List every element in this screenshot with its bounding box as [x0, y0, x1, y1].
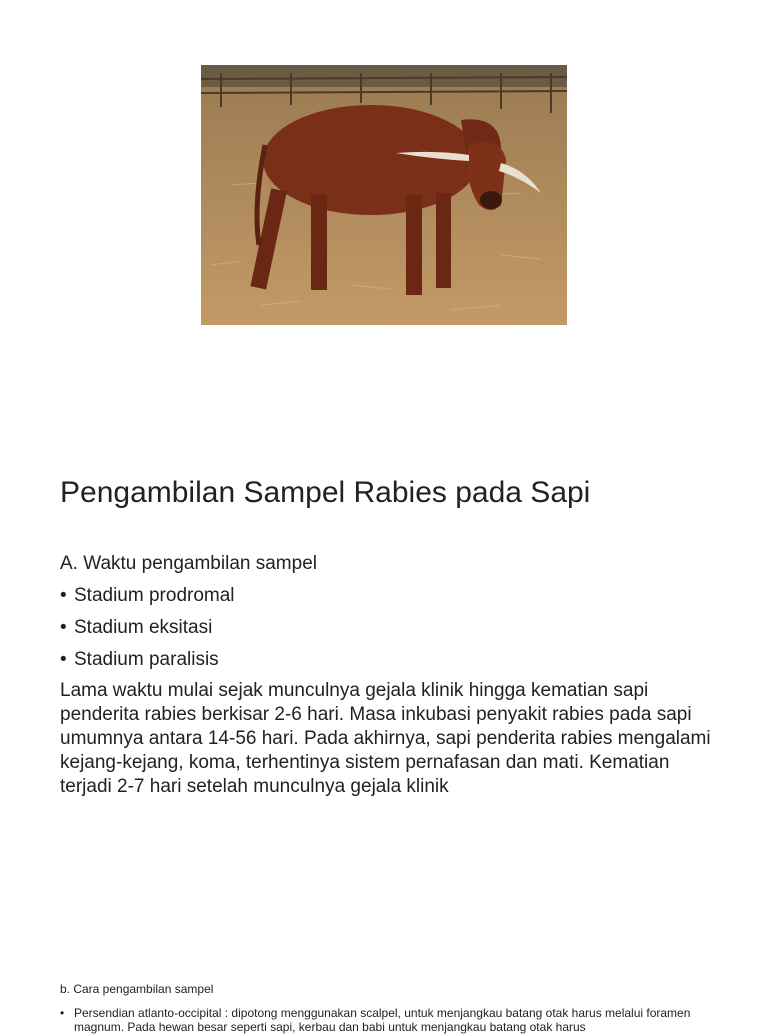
method-list — [60, 1006, 720, 1034]
body-paragraph: Lama waktu mulai sejak munculnya gejala klinik hingga kematian sapi penderita rabies berkisar 2-6 hari. Masa inkubasi penyakit rabies pada sapi umumnya antara 14-56 hari. Pada akhirnya, sapi penderita rabies mengalami kejang-kejang, koma, terhentinya sistem pernafasan dan mati. Kematian terjadi 2-7 hari setelah munculnya gejala klinik — [60, 680, 711, 797]
slide-title: Pengambilan Sampel Rabies pada Sapi — [60, 476, 591, 509]
section-a — [60, 548, 720, 676]
section-b — [60, 982, 720, 1034]
list-item-text: Stadium eksitasi — [74, 617, 213, 638]
list-item — [60, 580, 720, 612]
bullet-icon: • — [60, 617, 67, 638]
list-item-text: Stadium paralisis — [74, 649, 219, 670]
section-a-heading: A. Waktu pengambilan sampel — [60, 553, 317, 574]
list-item — [60, 1006, 720, 1034]
list-item-text: Stadium prodromal — [74, 585, 235, 606]
stadium-list — [60, 580, 720, 676]
bullet-icon: • — [60, 1006, 65, 1020]
list-item — [60, 644, 720, 676]
bullet-icon: • — [60, 649, 67, 670]
list-item — [60, 612, 720, 644]
section-b-heading: b. Cara pengambilan sampel — [60, 982, 214, 996]
list-item-text: Persendian atlanto-occipital : dipotong menggunakan scalpel, untuk menjangkau batang otak harus melalui foramen magnum. Pada hewan besar seperti sapi, kerbau dan babi untuk menjangkau batang otak harus — [74, 1006, 691, 1034]
bullet-icon: • — [60, 585, 67, 606]
cow-photo — [201, 65, 567, 325]
cow-photo-icon — [201, 65, 567, 325]
